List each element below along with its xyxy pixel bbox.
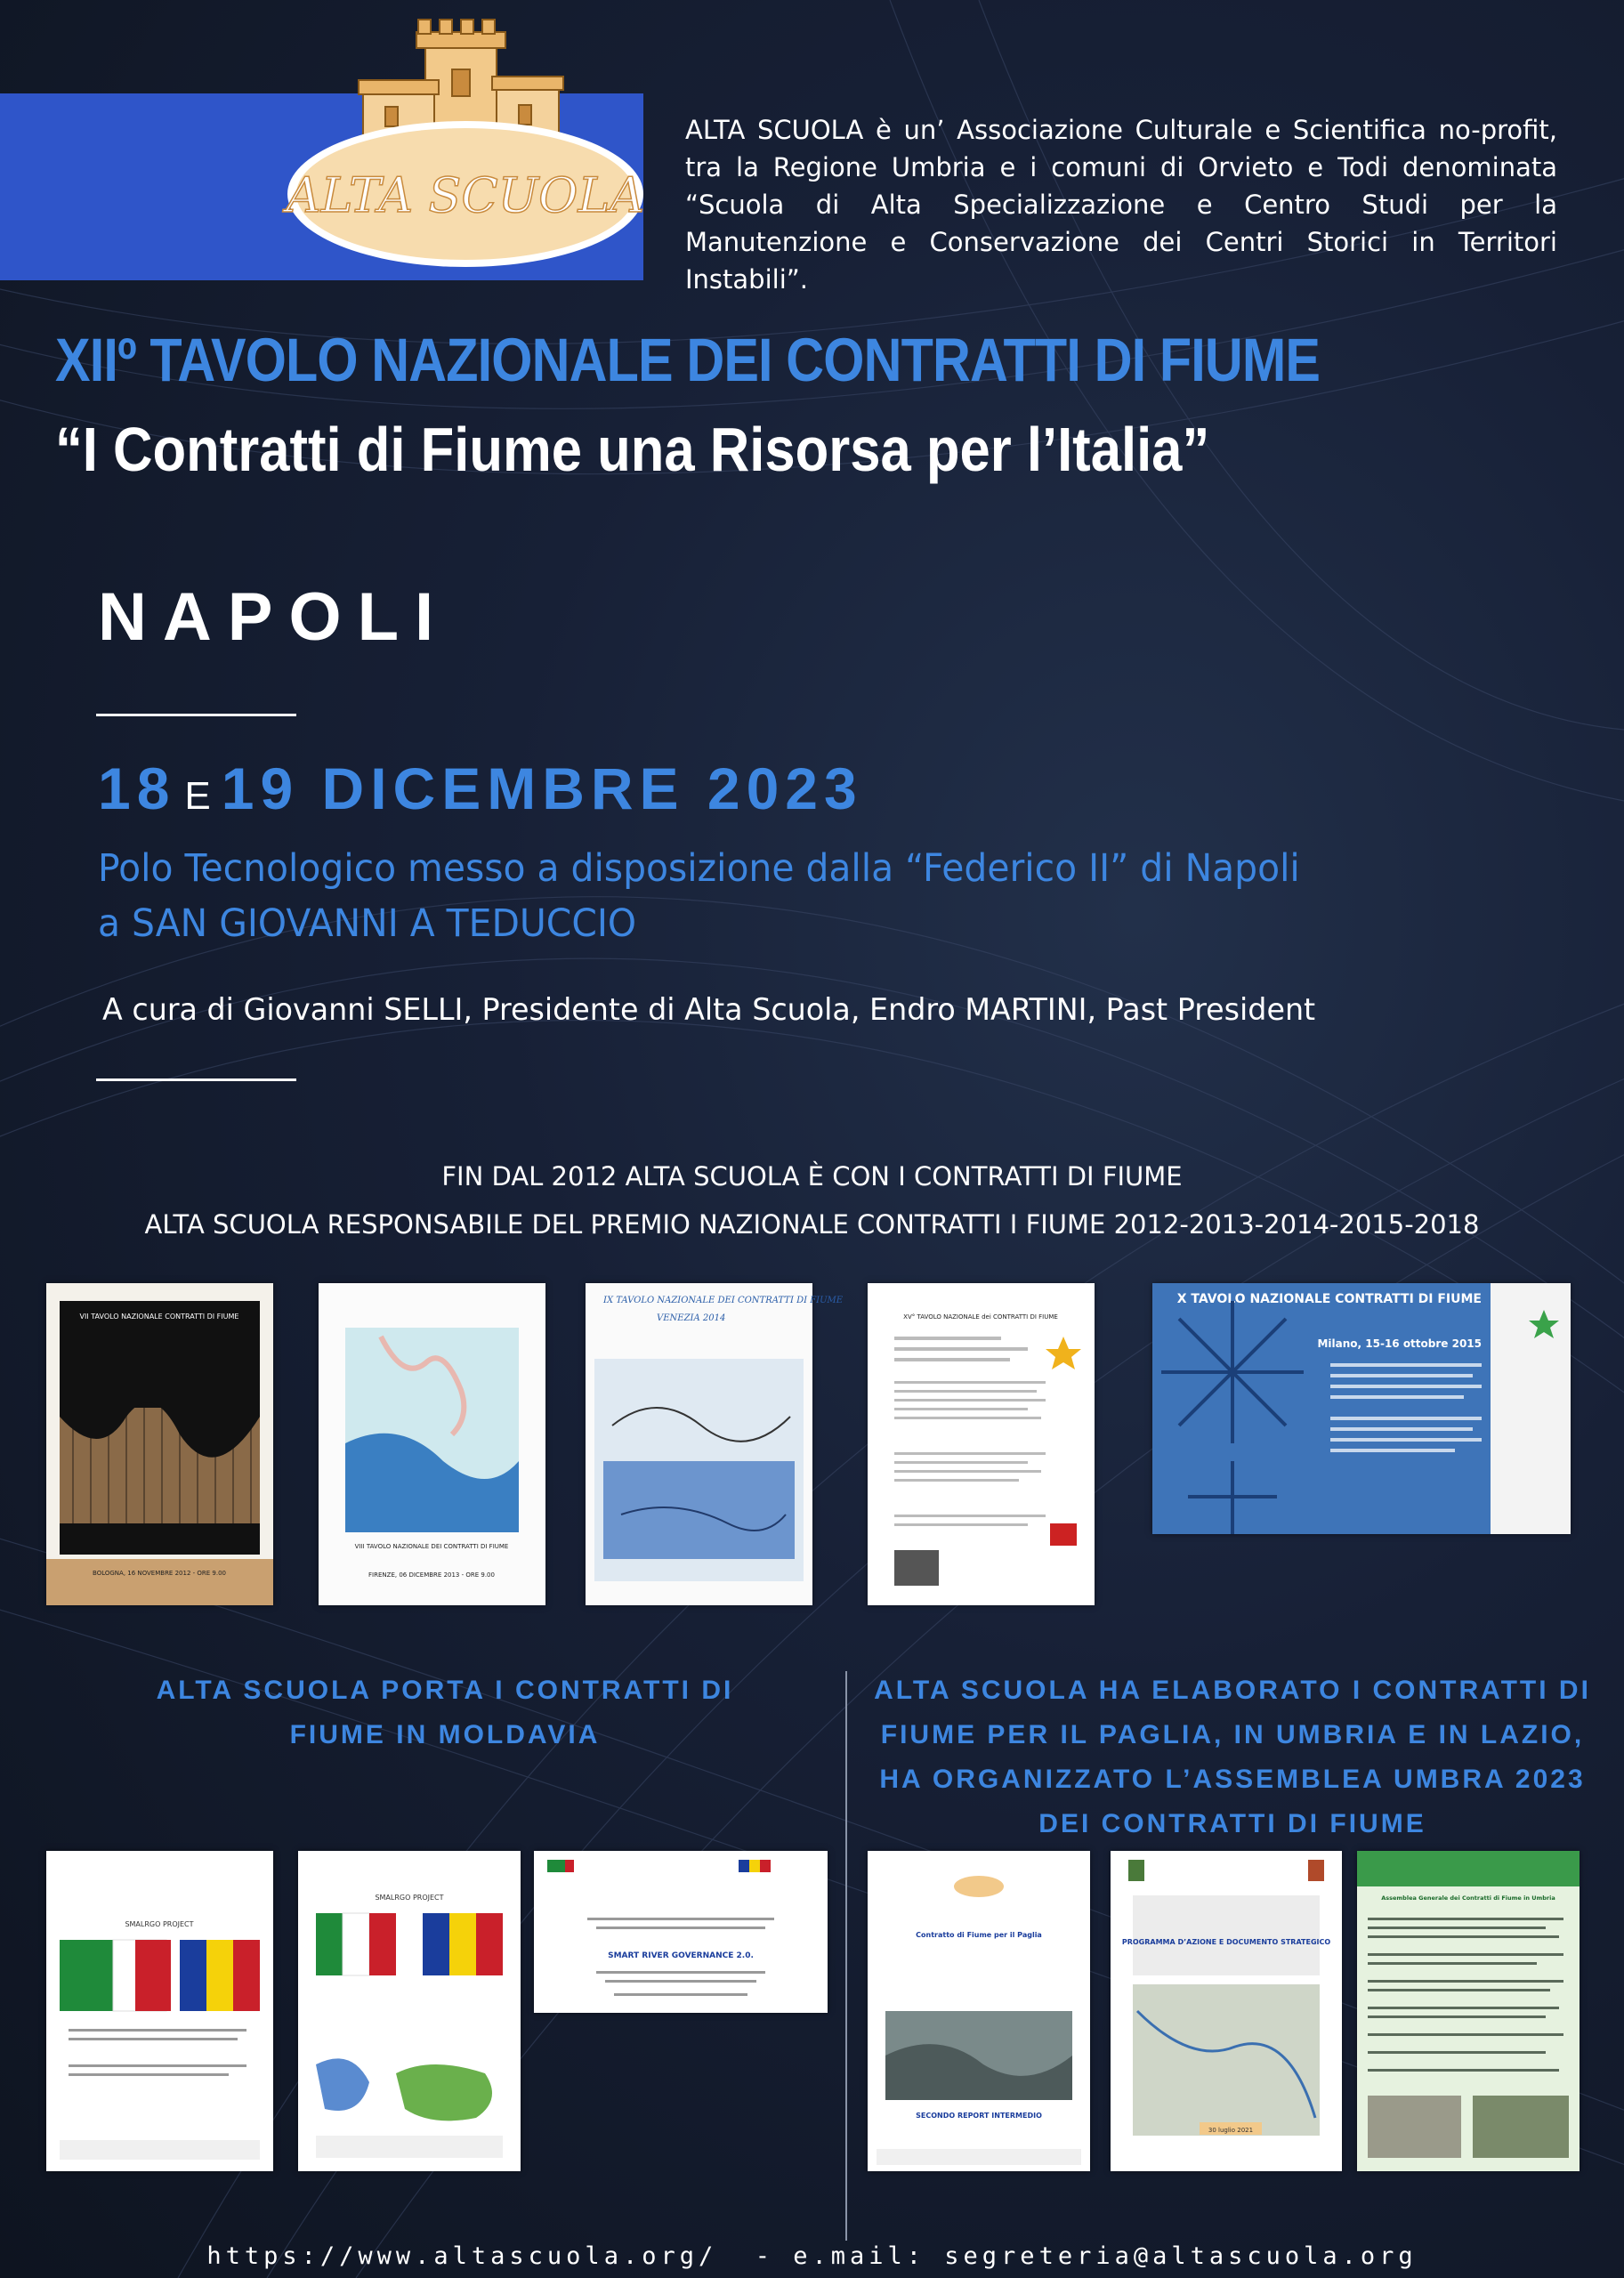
poster-b3-title: SMART RIVER GOVERNANCE 2.0.	[608, 1951, 754, 1960]
poster-smart-river	[534, 1851, 828, 2013]
poster-firenze-2013	[319, 1283, 545, 1605]
event-city: NAPOLI	[98, 579, 450, 655]
poster-b4-caption: SECONDO REPORT INTERMEDIO	[916, 2112, 1042, 2120]
poster-4-title: XV° TAVOLO NAZIONALE dei CONTRATTI DI FIUME	[903, 1313, 1058, 1321]
event-subtitle: “I Contratti di Fiume una Risorsa per l’Italia”	[55, 415, 1210, 484]
alta-scuola-logo	[283, 7, 648, 283]
section-divider	[845, 1671, 847, 2241]
history-line2: ALTA SCUOLA RESPONSABILE DEL PREMIO NAZIONALE CONTRATTI I FIUME 2012-2013-2014-2015-2018	[144, 1209, 1480, 1240]
poster-3-title: IX TAVOLO NAZIONALE DEI CONTRATTI DI FIUME	[603, 1296, 844, 1305]
section-right-line3: HA ORGANIZZATO L’ASSEMBLEA UMBRA 2023	[879, 1765, 1586, 1794]
section-title-paglia	[868, 1668, 1597, 1846]
section-right-line2: FIUME PER IL PAGLIA, IN UMBRIA E IN LAZIO,	[880, 1720, 1585, 1749]
event-title: XIIº TAVOLO NAZIONALE DEI CONTRATTI DI FIUME	[55, 326, 1321, 394]
section-left-line1: ALTA SCUOLA PORTA I CONTRATTI DI	[156, 1676, 734, 1705]
poster-3-subtitle: VENEZIA 2014	[657, 1313, 726, 1323]
poster-b5-title: PROGRAMMA D’AZIONE E DOCUMENTO STRATEGICO	[1121, 1938, 1331, 1946]
poster-milano-2015	[1152, 1283, 1571, 1534]
poster-1-caption: BOLOGNA, 16 NOVEMBRE 2012 - ORE 9.00	[93, 1570, 226, 1577]
history-line1: FIN DAL 2012 ALTA SCUOLA È CON I CONTRATTI DI FIUME	[441, 1161, 1183, 1192]
poster-assemblea-umbria	[1357, 1851, 1580, 2171]
section-right-line4: DEI CONTRATTI DI FIUME	[1038, 1809, 1426, 1838]
poster-program-2015	[868, 1283, 1095, 1605]
divider-rule-top	[96, 714, 296, 716]
poster-smalrgo-2	[298, 1851, 521, 2171]
curator-text: A cura di Giovanni SELLI, Presidente di Alta Scuola, Endro MARTINI, Past President	[102, 992, 1316, 1028]
poster-b5-caption: 30 luglio 2021	[1208, 2127, 1254, 2134]
poster-b2-title: SMALRGO PROJECT	[375, 1894, 444, 1902]
venue-line2: a SAN GIOVANNI A TEDUCCIO	[98, 901, 637, 946]
poster-smalrgo-1	[46, 1851, 273, 2171]
logo-text: ALTA SCUOLA	[286, 167, 645, 223]
poster-5-title: X TAVOLO NAZIONALE CONTRATTI DI FIUME	[1176, 1292, 1482, 1306]
divider-rule-bottom	[96, 1078, 296, 1081]
poster-2-title: VIII TAVOLO NAZIONALE DEI CONTRATTI DI FIUME	[354, 1543, 509, 1550]
date-rest: 19 DICEMBRE 2023	[221, 755, 863, 821]
poster-bologna-2012	[46, 1283, 273, 1605]
section-right-line1: ALTA SCUOLA HA ELABORATO I CONTRATTI DI	[874, 1676, 1591, 1705]
event-venue	[98, 841, 1300, 951]
venue-line1: Polo Tecnologico messo a disposizione dalla “Federico II” di Napoli	[98, 846, 1300, 891]
poster-b6-title: Assemblea Generale dei Contratti di Fiume in Umbria	[1381, 1894, 1555, 1902]
date-conj: E	[184, 774, 213, 818]
poster-2-caption: FIRENZE, 06 DICEMBRE 2013 - ORE 9.00	[368, 1571, 495, 1579]
poster-paglia-report	[868, 1851, 1090, 2171]
poster-programma-azione	[1111, 1851, 1342, 2171]
event-date	[98, 755, 863, 822]
poster-1-title: VII TAVOLO NAZIONALE CONTRATTI DI FIUME	[79, 1313, 239, 1321]
history-text	[0, 1152, 1624, 1248]
poster-b4-title: Contratto di Fiume per il Paglia	[916, 1931, 1042, 1939]
poster-5-subtitle: Milano, 15-16 ottobre 2015	[1317, 1337, 1482, 1350]
poster-venezia-2014	[586, 1283, 844, 1605]
intro-text: ALTA SCUOLA è un’ Associazione Culturale e Scientifica no-profit, tra la Regione Umbria e i comuni di Orvieto e Todi denominata “Scuola di Alta Specializzazione e Centro Studi per la Manutenzione e Conservazione dei Centri Storici in Territori Instabili”.	[685, 115, 1557, 295]
date-day1: 18	[98, 755, 176, 821]
poster-b1-title: SMALRGO PROJECT	[125, 1920, 194, 1928]
footer-contacts: https://www.altascuola.org/ - e.mail: segreteria@altascuola.org	[206, 2242, 1418, 2270]
section-title-moldavia	[80, 1668, 810, 1757]
section-left-line2: FIUME IN MOLDAVIA	[289, 1720, 601, 1749]
